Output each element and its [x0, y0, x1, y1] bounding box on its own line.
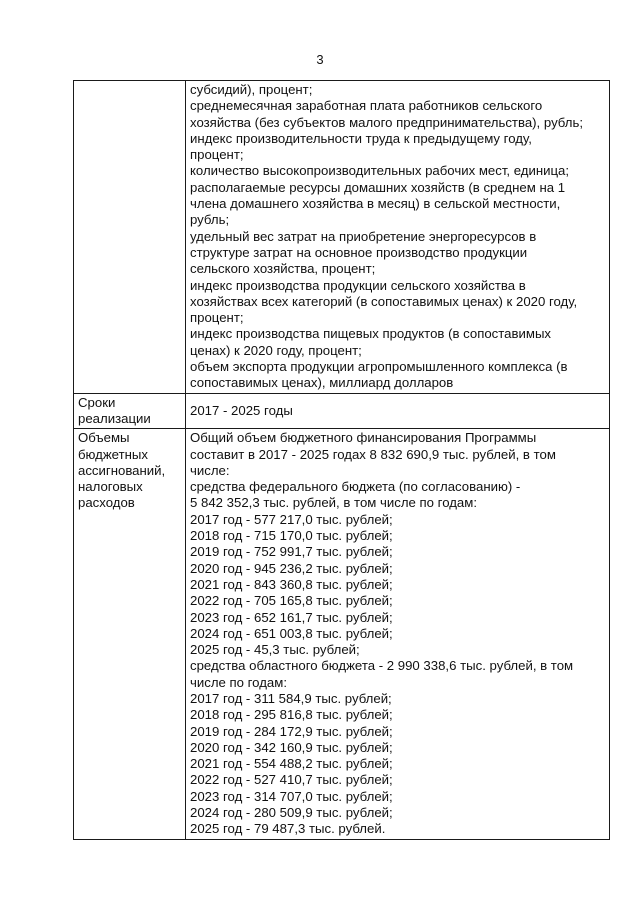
- terms-value-cell: [186, 393, 610, 429]
- volumes-value-line: 2024 год - 280 509,9 тыс. рублей;: [190, 805, 393, 821]
- indicator-line: хозяйства (без субъектов малого предпринимательства), рубль;: [190, 114, 583, 130]
- volumes-value-line: 2022 год - 527 410,7 тыс. рублей;: [190, 772, 393, 788]
- volumes-value-line: средства федерального бюджета (по согласованию) -: [190, 479, 521, 495]
- indicator-line: количество высокопроизводительных рабочих мест, единица;: [190, 163, 570, 179]
- indicators-label-cell: [74, 81, 186, 394]
- indicator-line: располагаемые ресурсы домашних хозяйств (в среднем на 1: [190, 179, 566, 195]
- volumes-value-line: 2025 год - 79 487,3 тыс. рублей.: [190, 821, 386, 837]
- volumes-label-line: бюджетных: [78, 446, 148, 462]
- table-row-volumes: [74, 429, 610, 839]
- volumes-value-line: числе:: [190, 462, 230, 478]
- indicator-line: процент;: [190, 147, 244, 163]
- volumes-value-line: 2017 год - 577 217,0 тыс. рублей;: [190, 511, 393, 527]
- indicator-line: структуре затрат на основное производство продукции: [190, 244, 528, 260]
- volumes-value-line: составит в 2017 - 2025 годах 8 832 690,9 тыс. рублей, в том: [190, 446, 556, 462]
- volumes-value-line: 5 842 352,3 тыс. рублей, в том числе по годам:: [190, 495, 477, 511]
- volumes-label-line: Объемы: [78, 430, 130, 446]
- program-passport-table: [73, 80, 610, 840]
- indicator-line: объем экспорта продукции агропромышленного комплекса (в: [190, 359, 568, 375]
- indicator-line: индекс производства пищевых продуктов (в сопоставимых: [190, 326, 552, 342]
- volumes-value-line: Общий объем бюджетного финансирования Программы: [190, 430, 537, 446]
- terms-label-cell: [74, 393, 186, 429]
- volumes-value-cell: [186, 429, 610, 839]
- page-number: 3: [316, 52, 324, 67]
- volumes-value-line: средства областного бюджета - 2 990 338,6 тыс. рублей, в том: [190, 658, 574, 674]
- indicator-line: удельный вес затрат на приобретение энергоресурсов в: [190, 228, 537, 244]
- volumes-value-line: 2023 год - 652 161,7 тыс. рублей;: [190, 609, 393, 625]
- indicator-line: субсидий), процент;: [190, 82, 313, 97]
- indicators-value-cell: [186, 81, 610, 394]
- volumes-value-line: 2020 год - 945 236,2 тыс. рублей;: [190, 560, 393, 576]
- volumes-label-line: расходов: [78, 495, 135, 511]
- table-row-terms: [74, 393, 610, 429]
- volumes-label-line: налоговых: [78, 479, 143, 495]
- terms-value-line: 2017 - 2025 годы: [190, 402, 293, 418]
- volumes-value-line: 2024 год - 651 003,8 тыс. рублей;: [190, 625, 393, 641]
- indicator-line: хозяйствах всех категорий (в сопоставимых ценах) к 2020 году,: [190, 293, 578, 309]
- volumes-value-line: 2019 год - 752 991,7 тыс. рублей;: [190, 544, 393, 560]
- indicator-line: процент;: [190, 310, 244, 326]
- indicator-line: члена домашнего хозяйства в месяц) в сельской местности,: [190, 196, 561, 212]
- indicator-line: среднемесячная заработная плата работников сельского: [190, 98, 543, 114]
- indicator-line: ценах) к 2020 году, процент;: [190, 342, 362, 358]
- volumes-value-line: числе по годам:: [190, 674, 287, 690]
- indicator-line: индекс производительности труда к предыдущему году,: [190, 130, 532, 146]
- volumes-value-line: 2025 год - 45,3 тыс. рублей;: [190, 642, 360, 658]
- indicator-line: сельского хозяйства, процент;: [190, 261, 376, 277]
- volumes-value-line: 2021 год - 843 360,8 тыс. рублей;: [190, 576, 393, 592]
- volumes-value-line: 2021 год - 554 488,2 тыс. рублей;: [190, 756, 393, 772]
- indicator-line: индекс производства продукции сельского хозяйства в: [190, 277, 526, 293]
- volumes-value-line: 2022 год - 705 165,8 тыс. рублей;: [190, 593, 393, 609]
- indicator-line: сопоставимых ценах), миллиард долларов: [190, 375, 454, 391]
- volumes-label-cell: [74, 429, 186, 839]
- indicator-line: рубль;: [190, 212, 230, 228]
- volumes-value-line: 2018 год - 295 816,8 тыс. рублей;: [190, 707, 393, 723]
- terms-label-line: реализации: [78, 410, 151, 426]
- terms-label-line: Сроки: [78, 394, 116, 410]
- volumes-value-line: 2018 год - 715 170,0 тыс. рублей;: [190, 528, 393, 544]
- volumes-value-line: 2019 год - 284 172,9 тыс. рублей;: [190, 723, 393, 739]
- table-row-indicators: [74, 81, 610, 394]
- volumes-label-line: ассигнований,: [78, 462, 166, 478]
- volumes-value-line: 2017 год - 311 584,9 тыс. рублей;: [190, 690, 392, 706]
- volumes-value-line: 2020 год - 342 160,9 тыс. рублей;: [190, 739, 393, 755]
- volumes-value-line: 2023 год - 314 707,0 тыс. рублей;: [190, 788, 393, 804]
